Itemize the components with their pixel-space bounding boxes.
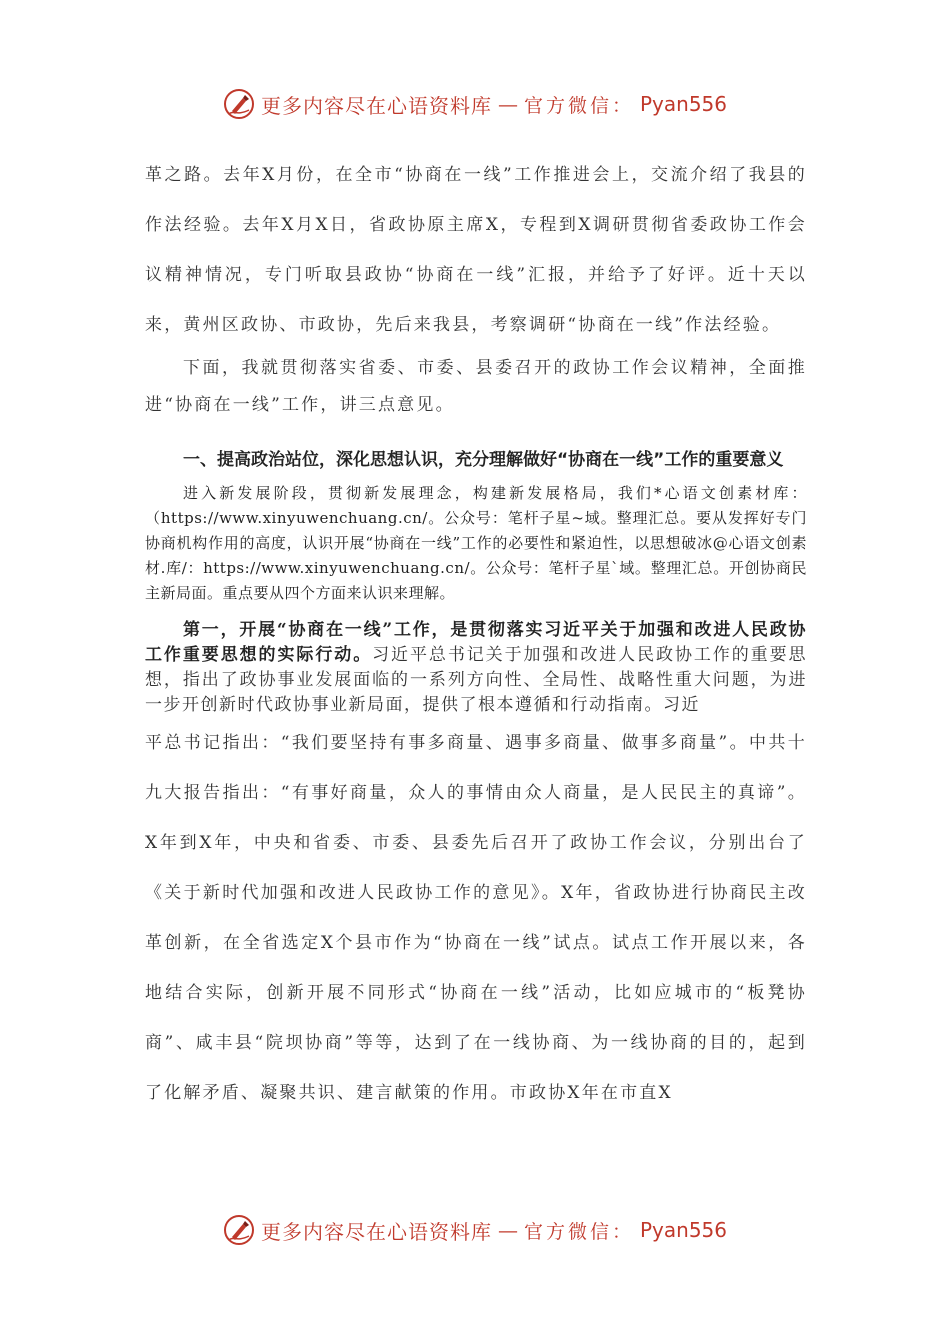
section-heading-1: 一、提高政治站位，深化思想认识，充分理解做好“协商在一线”工作的重要意义: [183, 450, 784, 470]
pen-logo-icon: [223, 1214, 255, 1246]
paragraph-2: 下面，我就贯彻落实省委、市委、县委召开的政协工作会议精神，全面推进“协商在一线”工作，讲三点意见。: [145, 358, 807, 415]
paragraph-4-lead: 第一，开展“协商在一线”工作，是贯彻落实习近平关于加强和改进人民政协工作重要思想的实际行动。: [145, 620, 807, 665]
paragraph-3: 进入新发展阶段，贯彻新发展理念，构建新发展格局，我们*心语文创素材库：（https://www.xinyuwenchuang.cn/。公众号：笔杆子星~域。整理汇总。要从发挥好专门协商机构作用的高度，认识开展“协商在一线”工作的必要性和紧迫性，以思想破冰@心语文创素材.库/：https://www.xinyuwenchuang.cn/。公众号：笔杆子星`域。整理汇总。开创协商民主新局面。重点要从四个方面来认识来理解。: [145, 484, 807, 602]
watermark-separator: —: [497, 92, 518, 116]
paragraph-4-body: 习近平总书记关于加强和改进人民政协工作的重要思想，指出了政协事业发展面临的一系列方向性、全局性、战略性重大问题，为进一步开创新时代政协事业新局面，提供了根本遵循和行动指南。习近: [145, 645, 808, 715]
document-body: [145, 150, 807, 1118]
paragraph-1: 革之路。去年X月份，在全市“协商在一线”工作推进会上，交流介绍了我县的作法经验。去年X月X日，省政协原主席X，专程到X调研贯彻省委政协工作会议精神情况，专门听取县政协“协商在一线”汇报，并给予了好评。近十天以来，黄州区政协、市政协，先后来我县，考察调研“协商在一线”作法经验。: [145, 165, 807, 335]
paragraph-5: 平总书记指出：“我们要坚持有事多商量、遇事多商量、做事多商量”。中共十九大报告指出：“有事好商量，众人的事情由众人商量，是人民民主的真谛”。X年到X年，中央和省委、市委、县委先后召开了政协工作会议，分别出台了《关于新时代加强和改进人民政协工作的意见》。X年，省政协进行协商民主改革创新，在全省选定X个县市作为“协商在一线”试点。试点工作开展以来，各地结合实际，创新开展不同形式“协商在一线”活动，比如应城市的“板凳协商”、咸丰县“院坝协商”等等，达到了在一线协商、为一线协商的目的，起到了化解矛盾、凝聚共识、建言献策的作用。市政协X年在市直X: [145, 733, 807, 1103]
watermark-text: 更多内容尽在心语资料库: [260, 1219, 492, 1244]
watermark-banner-top: [0, 84, 950, 124]
paragraph-4: [145, 618, 807, 718]
watermark-separator: —: [497, 1218, 518, 1242]
watermark-wechat-label: 官方微信：: [523, 94, 634, 117]
watermark-wechat-id: Pyan556: [640, 1218, 728, 1242]
watermark-wechat-id: Pyan556: [640, 92, 728, 116]
watermark-banner-bottom: [0, 1210, 950, 1250]
pen-logo-icon: [223, 88, 255, 120]
watermark-wechat-label: 官方微信：: [523, 1220, 634, 1243]
watermark-text: 更多内容尽在心语资料库: [260, 93, 492, 118]
